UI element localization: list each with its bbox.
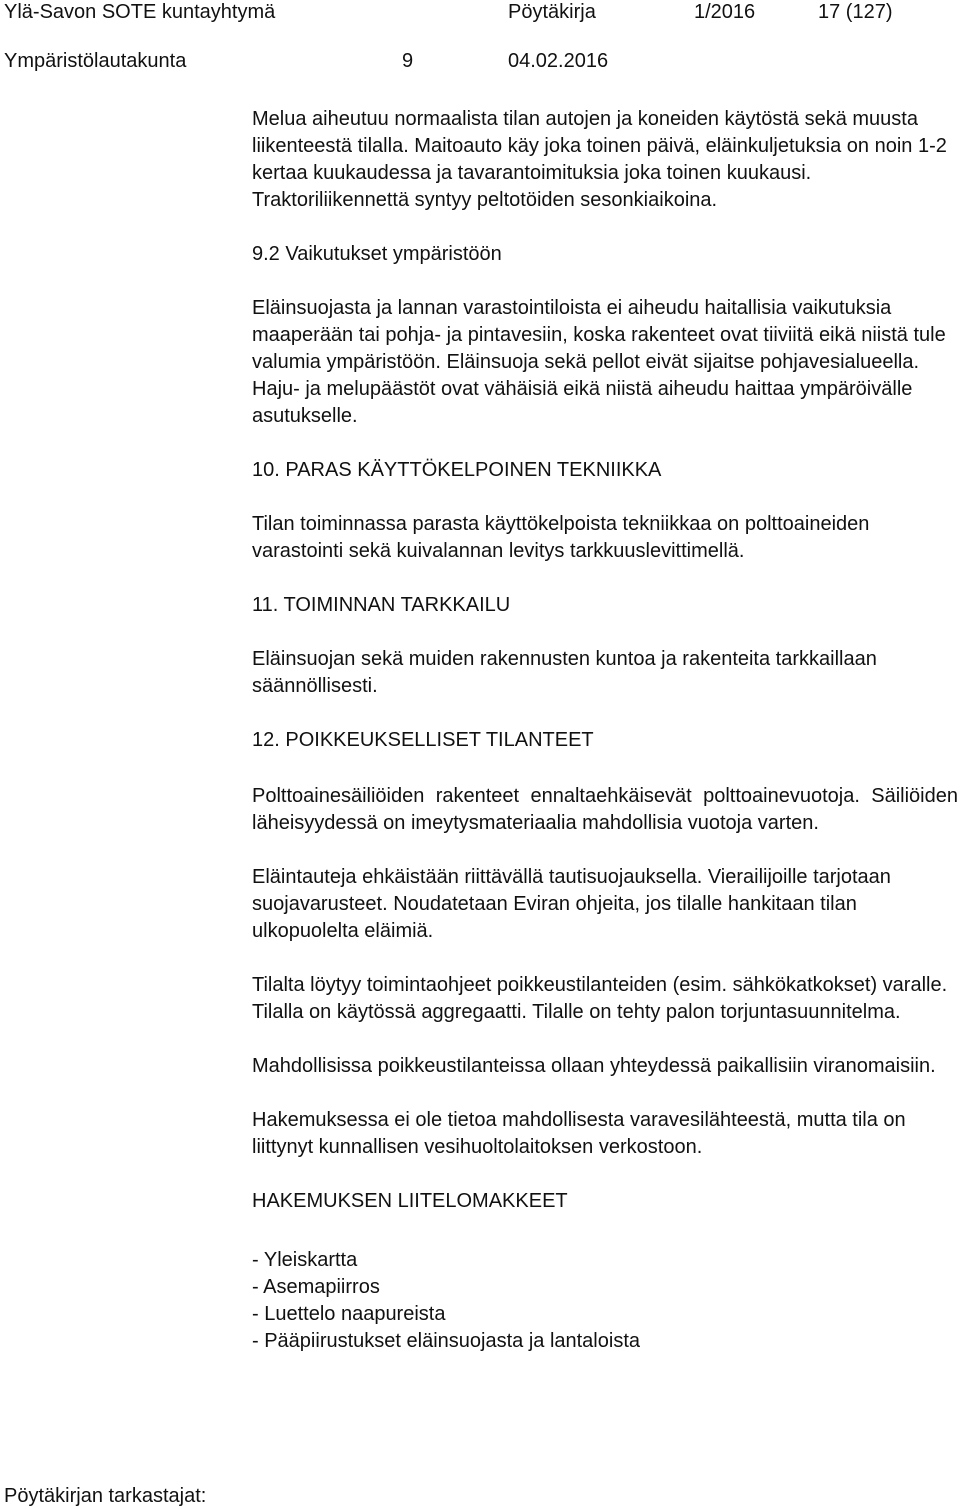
section-number: 9 [402,50,414,72]
document-number: 1/2016 [694,1,756,23]
organization-name: Ylä-Savon SOTE kuntayhtymä [4,1,276,23]
meeting-date: 04.02.2016 [508,50,609,72]
list-item: - Luettelo naapureista [252,1303,446,1325]
reviewers-label: Pöytäkirjan tarkastajat: [4,1485,207,1507]
section-12-paragraph-3: Tilalta löytyy toimintaohjeet poikkeustilanteiden (esim. sähkökatkokset) varalle. Tilalla on käytössä aggregaatti. Tilalle on tehty palon torjuntasuunnitelma. [252,974,948,1023]
section-heading-10: 10. PARAS KÄYTTÖKELPOINEN TEKNIIKKA [252,459,662,481]
section-12-paragraph-5: Hakemuksessa ei ole tietoa mahdollisesta varavesilähteestä, mutta tila on liittynyt kunnallisen vesihuoltolaitoksen verkostoon. [252,1109,906,1158]
page-number: 17 (127) [818,1,893,23]
section-12-paragraph-1: Polttoainesäiliöiden rakenteet ennaltaehkäisevät polttoainevuotoja. Säiliöiden läheisyydessä on imeytysmateriaalia mahdollisia vuotoja varten. [252,785,958,834]
section-12-paragraph-4: Mahdollisissa poikkeustilanteissa ollaan yhteydessä paikallisiin viranomaisiin. [252,1055,936,1077]
section-12-paragraph-2: Eläintauteja ehkäistään riittävällä tautisuojauksella. Vierailijoille tarjotaan suojavarusteet. Noudatetaan Eviran ohjeita, jos tilalle hankitaan tilan ulkopuolelta eläimiä. [252,866,891,942]
section-heading-11: 11. TOIMINNAN TARKKAILU [252,594,511,616]
list-item: - Yleiskartta [252,1249,358,1271]
section-heading-12: 12. POIKKEUKSELLISET TILANTEET [252,729,594,751]
intro-paragraph: Melua aiheutuu normaalista tilan autojen ja koneiden käytöstä sekä muusta liikenteestä tilalla. Maitoauto käy joka toinen päivä, eläinkuljetuksia on noin 1-2 kertaa kuukaudessa ja tavarantoimituksia joka toinen kuukausi. Traktoriliikennettä syntyy peltotöiden sesonkiaikoina. [252,108,947,211]
section-text-11: Eläinsuojan sekä muiden rakennusten kuntoa ja rakenteita tarkkaillaan säännöllisesti. [252,648,877,697]
section-heading-9-2: 9.2 Vaikutukset ympäristöön [252,243,502,265]
section-text-9-2: Eläinsuojasta ja lannan varastointiloista ei aiheudu haitallisia vaikutuksia maaperään tai pohja- ja pintavesiin, koska rakenteet ovat tiiviitä eikä niistä tule valumia ympäristöön. Eläinsuoja sekä pellot eivät sijaitse pohjavesialueella. Haju- ja melupäästöt ovat vähäisiä eikä niistä aiheudu haittaa ympäröivälle asutukselle. [252,297,946,427]
document-body [252,106,958,1355]
list-item: - Pääpiirustukset eläinsuojasta ja lantaloista [252,1330,640,1352]
document-type: Pöytäkirja [508,1,596,23]
list-item: - Asemapiirros [252,1276,380,1298]
section-text-10: Tilan toiminnassa parasta käyttökelpoista tekniikkaa on polttoaineiden varastointi sekä kuivalannan levitys tarkkuuslevittimellä. [252,513,870,562]
attachments-heading: HAKEMUKSEN LIITELOMAKKEET [252,1190,568,1212]
board-name: Ympäristölautakunta [4,50,187,72]
attachments-list [252,1247,958,1355]
